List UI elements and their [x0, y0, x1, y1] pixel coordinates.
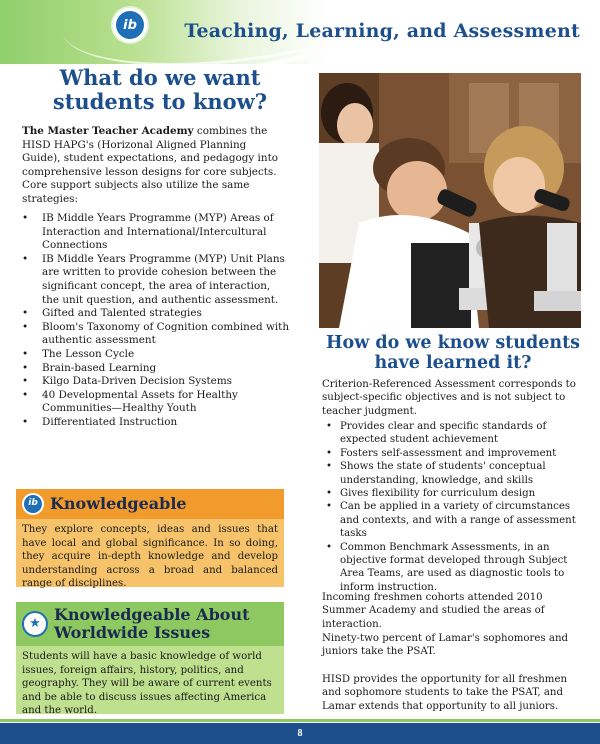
footer-stripe	[0, 719, 600, 722]
list-item: • Bloom's Taxonomy of Cognition combined with authentic assessment	[22, 321, 290, 348]
list-item: • 40 Developmental Assets for Healthy Communities—Healthy Youth	[22, 389, 290, 416]
ib-badge-icon	[22, 493, 44, 515]
list-item: • Fosters self-assessment and improvement	[322, 447, 584, 460]
knowledgeable-box-body: They explore concepts, ideas and issues that have local and global significance. In so doing, they acquire in-depth knowledge and develop understanding across a broad and balanced range of disciplines.	[22, 524, 278, 590]
list-item: • The Lesson Cycle	[22, 348, 290, 362]
school-seal-icon	[22, 611, 48, 637]
ib-logo	[113, 8, 147, 42]
worldwide-issues-box-header	[16, 602, 284, 646]
list-item: • Can be applied in a variety of circumstances and contexts, and with a range of assessment tasks	[322, 500, 584, 540]
list-item: • IB Middle Years Programme (MYP) Unit Plans are written to provide cohesion between the significant concept, the area of interaction, the unit question, and authentic assessment.	[22, 253, 290, 307]
psat-opportunity-paragraph: HISD provides the opportunity for all freshmen and sophomore students to take the PSAT, and Lamar extends that opportunity to all juniors.	[322, 674, 568, 712]
intro-rest: combines the HISD HAPG's (Horizonal Aligned Planning Guide), student expectations, and pedagogy into comprehensive lesson designs for core subjects. Core support subjects also utilize the same strategies:	[22, 125, 278, 205]
worldwide-issues-box-body: Students will have a basic knowledge of world issues, foreign affairs, history, politics, and geography. They will be aware of current events and be able to discuss issues affecting America and the world.	[22, 651, 272, 717]
page-title: Teaching, Learning, and Assessment	[184, 20, 580, 42]
list-item: • Differentiated Instruction	[22, 416, 290, 430]
list-item: • Kilgo Data-Driven Decision Systems	[22, 375, 290, 389]
list-item: • Shows the state of students' conceptual understanding, knowledge, and skills	[322, 460, 584, 487]
knowledgeable-box-header	[16, 489, 284, 519]
worldwide-issues-box	[16, 602, 284, 717]
assessment-list	[322, 420, 584, 594]
knowledgeable-box	[16, 489, 284, 590]
list-item: • Brain-based Learning	[22, 362, 290, 376]
strategies-list	[22, 212, 290, 430]
list-item: • Gifted and Talented strategies	[22, 307, 290, 321]
right-section-heading: How do we know students have learned it?	[325, 333, 581, 373]
list-item: • Provides clear and specific standards of expected student achievement	[322, 420, 584, 447]
psat-percent-paragraph: Ninety-two percent of Lamar's sophomores and juniors take the PSAT.	[322, 633, 569, 658]
footer-bar	[0, 723, 600, 744]
star-icon: ★	[29, 616, 41, 632]
worldwide-issues-box-title: Knowledgeable About Worldwide Issues	[54, 605, 250, 642]
photo-illustration	[319, 73, 581, 328]
list-item: • Common Benchmark Assessments, in an objective format developed through Subject Area Teams, are used as diagnostic tools to inform instruction.	[322, 541, 584, 595]
ib-badge-text: ib	[24, 495, 42, 513]
intro-bold-lead: The Master Teacher Academy	[22, 125, 194, 137]
students-microscope-photo	[319, 73, 581, 328]
list-item: • IB Middle Years Programme (MYP) Areas of Interaction and International/Intercultural Connections	[22, 212, 290, 253]
list-item: • Gives flexibility for curriculum design	[322, 487, 584, 500]
page-number: 8	[297, 728, 303, 739]
right-intro-paragraph: Criterion-Referenced Assessment corresponds to subject-specific objectives and is not subject to teacher judgment.	[322, 379, 576, 417]
summer-academy-paragraph: Incoming freshmen cohorts attended 2010 Summer Academy and studied the areas of interaction.	[322, 592, 545, 630]
knowledgeable-box-title: Knowledgeable	[50, 494, 187, 513]
ib-logo-text: ib	[116, 11, 144, 39]
left-section-heading: What do we want students to know?	[52, 65, 268, 114]
left-intro-paragraph	[22, 125, 284, 207]
